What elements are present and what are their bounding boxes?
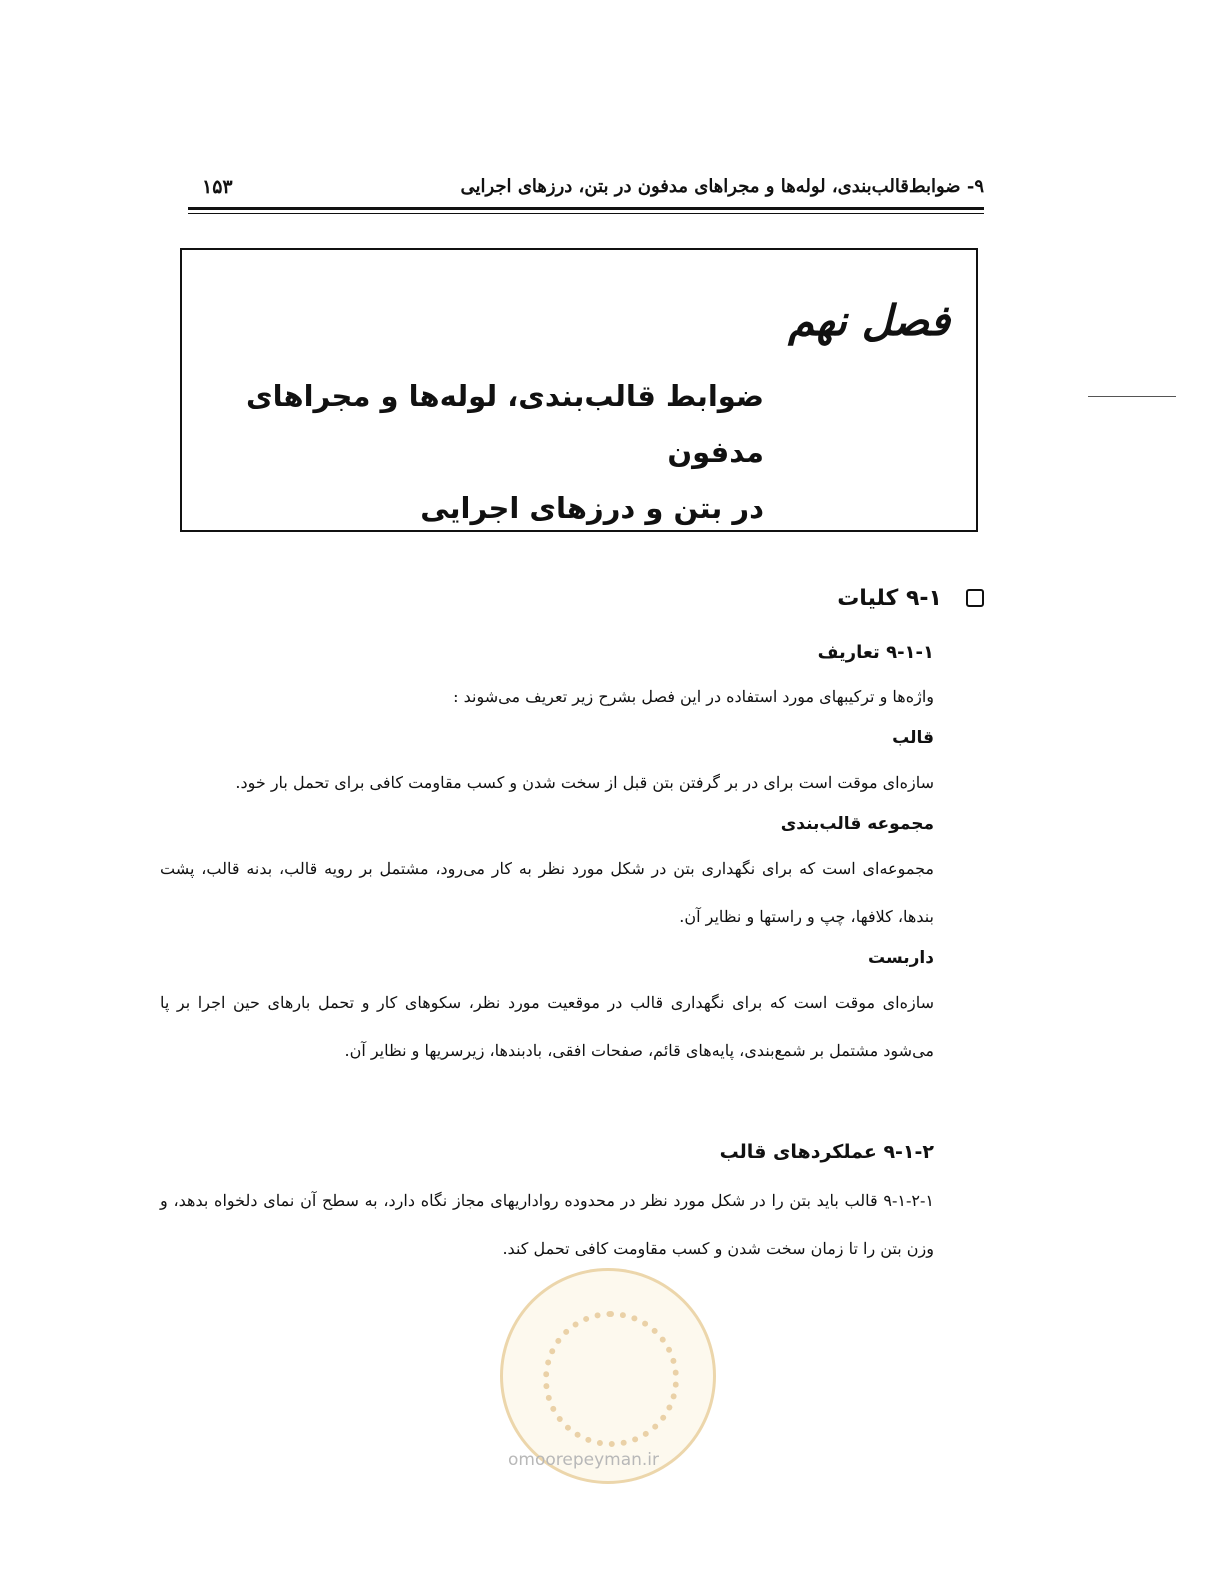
running-header xyxy=(188,176,984,202)
header-rule-thin xyxy=(188,213,984,214)
chapter-title-line2: در بتن و درزهای اجرایی xyxy=(420,491,764,525)
chapter-title-line1: ضوابط قالب‌بندی، لوله‌ها و مجراهای مدفون xyxy=(246,379,764,469)
checkbox-icon xyxy=(966,589,984,607)
chapter-title-box xyxy=(180,248,978,532)
section-heading-row xyxy=(160,575,984,621)
definition-formwork-assembly: مجموعه‌ای است که برای نگهداری بتن در شکل مورد نظر به کار می‌رود، مشتمل بر رویه قالب، بدنه قالب، پشت بندها، کلافها، چپ و راستها و نظایر آن. xyxy=(160,859,934,926)
running-title: ۹- ضوابط‌قالب‌بندی، لوله‌ها و مجراهای مدفون در بتن، درزهای اجرایی xyxy=(460,176,984,197)
gear-icon xyxy=(543,1311,679,1447)
page-number: ۱۵۳ xyxy=(202,176,233,198)
watermark-text: omoorepeyman.ir xyxy=(508,1450,660,1470)
header-rule-thick xyxy=(188,207,984,210)
intro-paragraph: واژه‌ها و ترکیبهای مورد استفاده در این فصل بشرح زیر تعریف می‌شوند : xyxy=(453,687,934,706)
functions-paragraph: ۹-۱-۲-۱ قالب باید بتن را در شکل مورد نظر در محدوده رواداریهای مجاز نگاه دارد، به سطح آن نمای دلخواه بدهد، و وزن بتن را تا زمان سخت شدن و کسب مقاومت کافی تحمل کند. xyxy=(160,1191,935,1258)
chapter-label: فصل نهم xyxy=(788,296,950,345)
definition-formwork: سازه‌ای موقت است برای در بر گرفتن بتن قبل از سخت شدن و کسب مقاومت کافی برای تحمل بار خود. xyxy=(235,773,934,792)
subsection-heading-definitions: ۹-۱-۱ تعاریف xyxy=(817,642,934,663)
term-scaffold: داربست xyxy=(867,948,934,968)
term-formwork: قالب xyxy=(892,728,934,748)
subsection-heading-functions: ۹-۱-۲ عملکردهای قالب xyxy=(719,1141,934,1163)
section-heading: ۹-۱ کلیات xyxy=(837,585,942,611)
page-body xyxy=(160,575,942,1273)
term-formwork-assembly: مجموعه قالب‌بندی xyxy=(780,814,934,834)
chapter-title xyxy=(184,368,764,536)
margin-mark xyxy=(1088,396,1176,397)
definition-scaffold: سازه‌ای موقت است که برای نگهداری قالب در موقعیت مورد نظر، سکوهای کار و تحمل بارهای حین اجرا بر پا می‌شود مشتمل بر شمع‌بندی، پایه‌های قائم، صفحات افقی، بادبندها، زیرسریها و نظایر آن. xyxy=(160,993,934,1060)
